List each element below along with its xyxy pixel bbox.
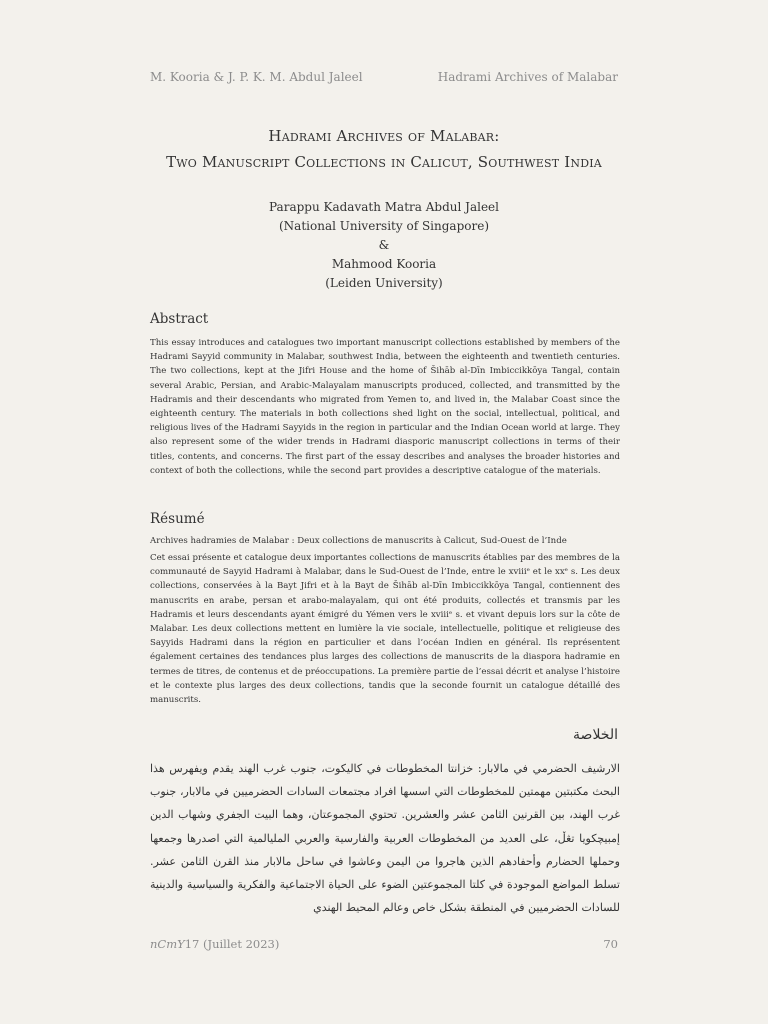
footer-citation	[150, 937, 279, 951]
running-head-authors: M. Kooria & J. P. K. M. Abdul Jaleel	[150, 70, 363, 84]
resume-title: Archives hadramies de Malabar : Deux collections de manuscrits à Calicut, Sud-Ouest de l’Inde	[150, 536, 567, 546]
author-block	[150, 198, 618, 293]
journal-name: nCmY	[150, 937, 185, 951]
resume-text: Cet essai présente et catalogue deux importantes collections de manuscrits établies par des membres de la communauté de Sayyid Hadrami à Malabar, dans le Sud-Ouest de l’Inde, entre le xviiiᵉ et le xxᵉ s. Les deux collections, conservées à la Bayt Jifri et à la Bayt de Šihāb al-Dīn Imbiccikkōya Tangal, contiennent des manuscrits en arabe, persan et arabo-malayalam, qui ont été produits, collectés et transmis par les Hadramis et leurs descendants ayant émigré du Yémen vers le xviiiᵉ s. et vivant depuis lors sur la côte de Malabar. Les deux collections mettent en lumière la vie sociale, intellectuelle, politique et religieuse des Sayyids Hadrami dans la région en particulier et dans l’océan Indien en général. Ils représentent également certaines des tendances plus larges des collections de manuscrits de la diaspora hadramie en termes de titres, de contenus et de préoccupations. La première partie de l’essai décrit et analyse l’histoire et le contexte plus larges des deux collections, tandis que la seconde fournit un catalogue détaillé des manuscrits.	[150, 553, 620, 706]
title-line-2: Two Manuscript Collections in Calicut, Southwest India	[166, 153, 602, 171]
author-affiliation: (National University of Singapore)	[279, 219, 489, 233]
journal-issue: 17 (Juillet 2023)	[184, 937, 280, 951]
title-line-1: Hadrami Archives of Malabar:	[268, 127, 500, 145]
abstract-text: This essay introduces and catalogues two important manuscript collections established by members of the Hadrami Sayyid community in Malabar, southwest India, between the eighteenth and twentieth centuries. The two collections, kept at the Jifri House and the home of Šihāb al-Dīn Imbiccikkōya Tangal, contain several Arabic, Persian, and Arabic-Malayalam manuscripts produced, collected, and transmitted by the Hadramis and their descendants who migrated from Yemen to, and lived in, the Malabar Coast since the eighteenth century. The materials in both collections shed light on the social, intellectual, political, and religious lives of the Hadrami Sayyids in the region in particular and the Indian Ocean world at large. They also represent some of the wider trends in Hadrami diasporic manuscript collections in terms of their titles, contents, and concerns. The first part of the essay describes and analyses the broader histories and context of both the collections, while the second part provides a descriptive catalogue of the materials.	[150, 338, 620, 476]
resume-heading: Résumé	[150, 511, 205, 527]
article-title	[100, 123, 668, 175]
page-number: 70	[603, 937, 618, 951]
author-affiliation: (Leiden University)	[325, 276, 443, 290]
author-name: Parappu Kadavath Matra Abdul Jaleel	[269, 200, 499, 214]
abstract-heading: Abstract	[150, 311, 209, 327]
running-head-title: Hadrami Archives of Malabar	[437, 70, 618, 84]
author-separator: &	[378, 238, 390, 252]
page-footer	[150, 937, 618, 951]
arabic-abstract-heading: الخلاصة	[573, 727, 618, 743]
arabic-abstract-text: الارشيف الحضرمي في مالابار: خزانتا المخطوطات في كاليكوت، جنوب غرب الهند يقدم ويفهرس هذا البحث مكتبتين مهمتين للمخطوطات التي اسسها افراد مجتمعات السادات الحضرميين في مالابار، جنوب غرب الهند، بين القرنين الثامن عشر والعشرين. تحتوي المجموعتان، وهما البيت الجفري وشهاب الدين إمبيچكويا تڠڵ، على العديد من المخطوطات العربية والفارسية والعربي المليالمية التي اصدرها وجمعها وحملها الحضارم وأحفادهم الذين هاجروا من اليمن وعاشوا في ساحل مالابار منذ القرن الثامن عشر. تسلط المواضع الموجودة في كلتا المجموعتين الضوء على الحياة الاجتماعية والفكرية والسياسية والدينية للسادات الحضرميين في المنطقة بشكل خاص وعالم المحيط الهندي	[150, 762, 620, 915]
author-name: Mahmood Kooria	[331, 257, 437, 271]
running-head	[150, 70, 618, 84]
